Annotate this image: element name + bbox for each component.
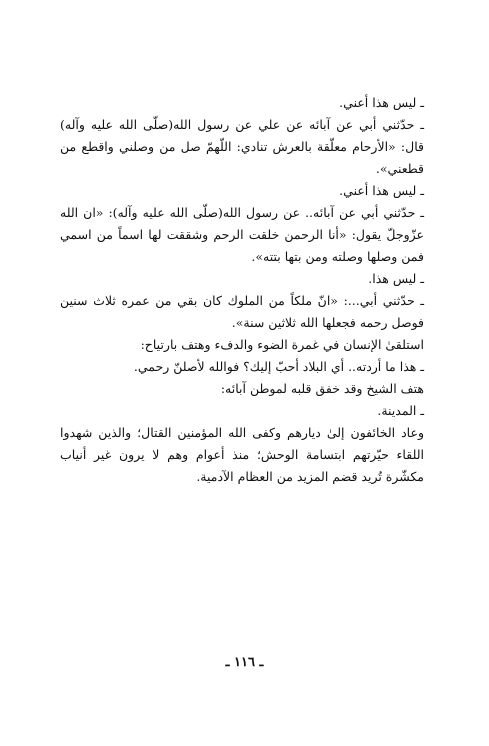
paragraph-9: هتف الشيخ وقد خفق قلبه لموطن آبائه:	[220, 381, 424, 396]
paragraph-5: ـ ليس هذا.	[368, 271, 424, 286]
paragraph-10: ـ المدينة.	[377, 403, 424, 418]
page-body	[60, 92, 424, 488]
paragraph-11: وعاد الخائفون إلىٰ ديارهم وكفى الله المؤمنين القتال؛ والذين شهدوا اللقاء حيّرتهم ابتسامة الوحش؛ منذ أعوام وهم لا يرون غير أنياب مكشّرة تُريد قضم المزيد من العظام الآدمية.	[60, 425, 424, 484]
paragraph-6: ـ حدّثني أبي...: «انّ ملكاً من الملوك كان بقي من عمره ثلاث سنين فوصل رحمه فجعلها الله ثلاثين سنة».	[60, 293, 424, 330]
paragraph-7: استلقىٰ الإنسان في غمرة الضوء والدفء وهتف بارتياح:	[140, 337, 424, 352]
paragraph-4: ـ حدّثني أبي عن آبائه.. عن رسول الله(صلّى الله عليه وآله): «ان الله عزّوجلّ يقول: «أنا الرحمن خلقت الرحم وشققت لها اسماً من اسمي فمن وصلها وصلته ومن بتها بتته».	[60, 205, 424, 264]
page-number: ـ ١١٦ ـ	[225, 655, 264, 670]
paragraph-1: ـ ليس هذا أعني.	[339, 95, 424, 110]
paragraph-3: ـ ليس هذا أعني.	[339, 183, 424, 198]
paragraph-2: ـ حدّثني أبي عن آبائه عن علي عن رسول الله(صلّى الله عليه وآله) قال: «الأرحام معلّقة بالعرش تنادي: اللّهمّ صل من وصلني واقطع من قطعني».	[60, 117, 424, 176]
paragraph-8: ـ هذا ما أردته.. أي البلاد أحبّ إليك؟ فوالله لأصلنّ رحمي.	[133, 359, 424, 374]
